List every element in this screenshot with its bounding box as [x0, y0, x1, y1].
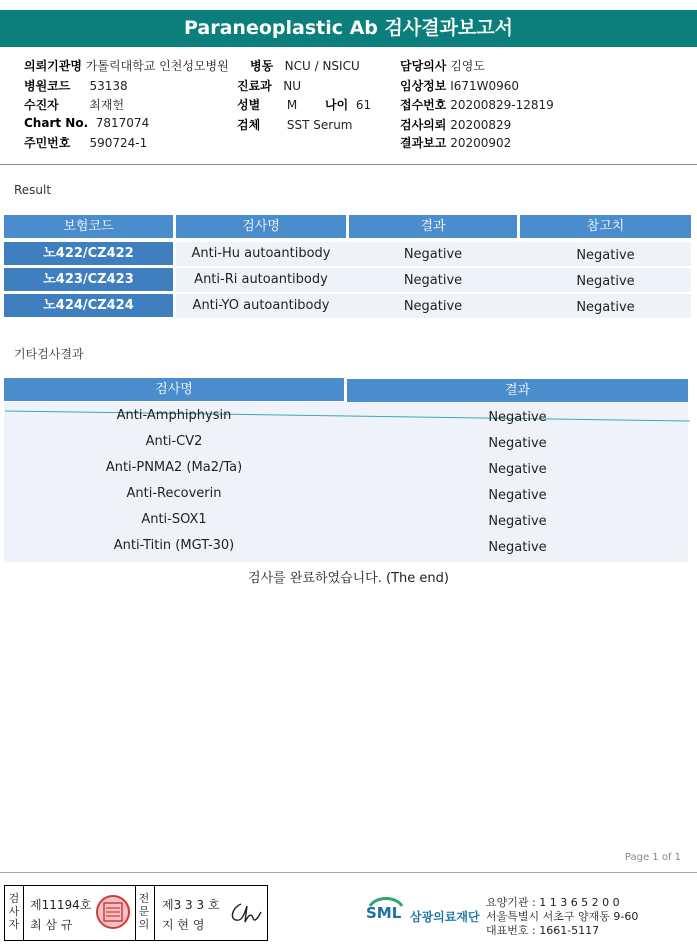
hdr-report-date: 결과보고 20200902	[400, 136, 512, 150]
page-number: Page 1 of 1	[624, 852, 681, 863]
result-row-ref: Negative	[576, 274, 635, 289]
box-divider	[154, 886, 155, 940]
other-row-test: Anti-Titin (MGT-30)	[113, 538, 235, 553]
other-row-result: Negative	[488, 436, 547, 451]
hdr-request-date: 검사의뢰 20200829	[400, 118, 512, 132]
hdr-doctor: 담당의사 김영도	[400, 59, 485, 73]
org-name: 삼광의료재단	[410, 910, 480, 924]
examiner-label: 검 사 자	[8, 892, 20, 931]
header-divider	[0, 164, 697, 165]
result-section-label: Result	[14, 183, 52, 197]
box-divider	[135, 886, 136, 940]
hdr-ward: 병동 NCU / NSICU	[250, 59, 360, 73]
other-row-result: Negative	[488, 462, 547, 477]
result-row-test: Anti-YO autoantibody	[192, 298, 330, 313]
other-row-result: Negative	[488, 488, 547, 503]
result-header-code: 보험코드	[4, 215, 173, 238]
examiner-name: 최 삼 규	[30, 918, 73, 932]
result-row-ref: Negative	[576, 248, 635, 263]
org-code: 요양기관 : 1 1 3 6 5 2 0 0	[486, 896, 620, 909]
hdr-clinical: 임상정보 I671W0960	[400, 79, 520, 93]
sml-logo-text: SML	[366, 904, 402, 922]
hdr-chart-no: Chart No. 7817074	[24, 116, 150, 130]
hdr-hospital-code: 병원코드 53138	[24, 79, 128, 93]
box-divider	[23, 886, 24, 940]
hdr-receipt-no: 접수번호 20200829-12819	[400, 98, 554, 112]
hdr-institution: 의뢰기관명 가톨릭대학교 인천성모병원	[24, 59, 229, 73]
result-header-test: 검사명	[176, 215, 346, 238]
other-row-test: Anti-CV2	[145, 434, 203, 449]
result-row-code: 노424/CZ424	[4, 294, 173, 317]
result-header-result: 결과	[349, 215, 517, 238]
hdr-sex: 성별 M	[237, 98, 298, 112]
other-row-test: Anti-PNMA2 (Ma2/Ta)	[105, 460, 243, 475]
doctor-name: 지 현 영	[162, 918, 205, 932]
result-row-test: Anti-Ri autoantibody	[194, 272, 328, 287]
seal-icon	[95, 894, 131, 930]
result-row-result: Negative	[403, 299, 463, 314]
report-title: Paraneoplastic Ab 검사결과보고서	[0, 10, 697, 47]
result-row-code: 노423/CZ423	[4, 268, 173, 291]
signature-box	[4, 885, 268, 941]
other-row-result: Negative	[488, 410, 547, 425]
other-header-test: 검사명	[4, 378, 344, 401]
doctor-label: 전 문 의	[138, 892, 150, 931]
hdr-id-no: 주민번호 590724-1	[24, 136, 148, 150]
other-section-label: 기타검사결과	[14, 347, 84, 361]
other-row-result: Negative	[488, 514, 547, 529]
signature-icon	[227, 898, 265, 928]
other-row-test: Anti-Amphiphysin	[116, 408, 232, 423]
hdr-age: 나이 61	[325, 98, 372, 112]
footer-divider	[0, 872, 697, 873]
result-row-test: Anti-Hu autoantibody	[191, 246, 331, 261]
doctor-no: 제3 3 3 호	[162, 898, 220, 912]
other-row-test: Anti-Recoverin	[126, 486, 222, 501]
end-note: 검사를 완료하였습니다. (The end)	[248, 571, 449, 586]
org-phone: 대표번호 : 1661-5117	[486, 924, 600, 937]
other-row-result: Negative	[488, 540, 547, 555]
hdr-dept: 진료과 NU	[237, 79, 301, 93]
examiner-no: 제11194호	[30, 898, 92, 912]
org-address: 서울특별시 서초구 양재동 9-60	[486, 910, 639, 923]
hdr-patient: 수진자 최재헌	[24, 98, 125, 112]
result-header-ref: 참고치	[520, 215, 691, 238]
other-row-test: Anti-SOX1	[141, 512, 207, 527]
result-row-result: Negative	[403, 273, 463, 288]
result-row-ref: Negative	[576, 300, 635, 315]
result-row-code: 노422/CZ422	[4, 242, 173, 265]
result-row-result: Negative	[403, 247, 463, 262]
other-header-result: 결과	[347, 379, 688, 402]
hdr-specimen: 검체 SST Serum	[237, 118, 353, 132]
